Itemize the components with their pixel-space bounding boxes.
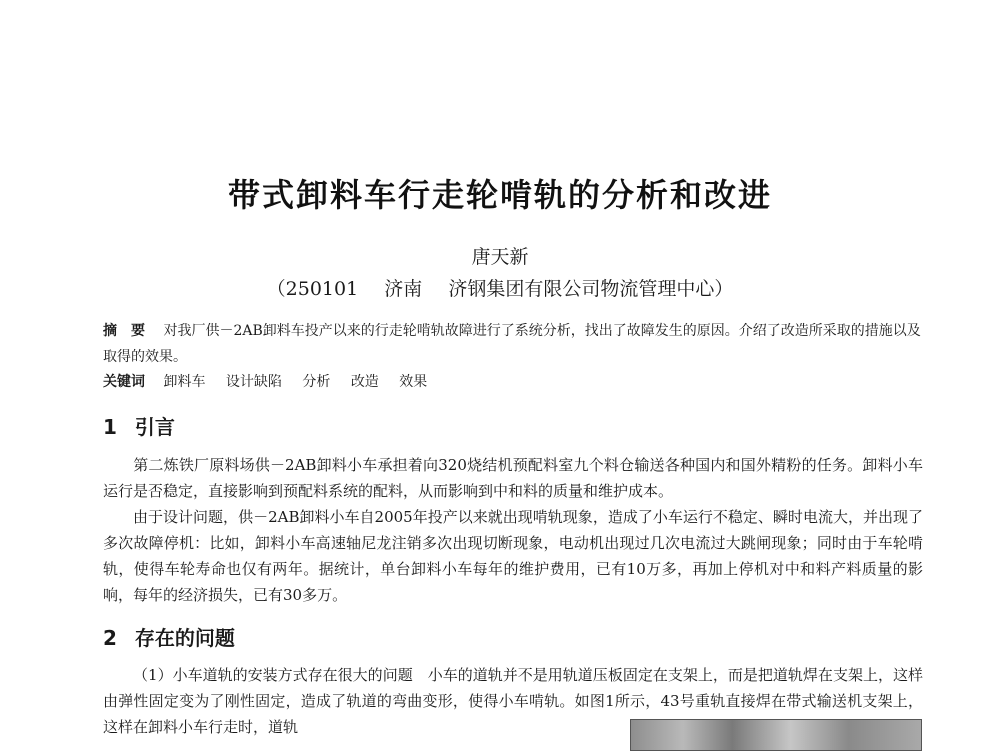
paragraph: （1）小车道轨的安装方式存在很大的问题 小车的道轨并不是用轨道压板固定在支架上，而是把道轨焊在支架上，这样由弹性固定变为了刚性固定，造成了轨道的弯曲变形，使得小车啃轨。如图1所示，43号重轨直接焊在带式输送机支架上，这样在卸料小车行走时，道轨 [103,666,923,736]
section-number: 2 [103,626,117,650]
keyword: 效果 [399,374,428,390]
keywords [103,370,923,394]
affiliation-org: 济钢集团有限公司物流管理中心） [448,278,734,300]
paragraph: 第二炼铁厂原料场供－2AB卸料小车承担着向320烧结机预配料室九个料仓输送各种国内和国外精粉的任务。卸料小车运行是否稳定，直接影响到预配料系统的配料，从而影响到中和料的质量和维护成本。 [103,456,923,500]
keyword: 设计缺陷 [225,374,282,390]
paragraph: 由于设计问题，供－2AB卸料小车自2005年投产以来就出现啃轨现象，造成了小车运行不稳定、瞬时电流大，并出现了多次故障停机：比如，卸料小车高速轴尼龙注销多次出现切断现象，电动机出现过几次电流过大跳闸现象；同时由于车轮啃轨，使得车轮寿命也仅有两年。据统计，单台卸料小车每年的维护费用，已有10万多，再加上停机对中和料产料质量的影响，每年的经济损失，已有30多万。 [103,508,923,604]
section-title: 存在的问题 [134,626,235,650]
abstract-text: 对我厂供－2AB卸料车投产以来的行走轮啃轨故障进行了系统分析，找出了故障发生的原因。介绍了改造所采取的措施以及取得的效果。 [103,323,921,365]
author-name: 唐天新 [471,246,529,268]
keyword: 卸料车 [163,374,206,390]
affiliation-city: 济南 [384,278,423,300]
section-title: 引言 [134,415,175,439]
keywords-label: 关键词 [103,374,145,390]
affiliation-postcode: （250101 [266,278,359,300]
figure-1-image [630,719,922,751]
affiliation [0,274,1000,301]
keyword: 分析 [302,374,331,390]
section-number: 1 [103,415,117,439]
paper-title: 带式卸料车行走轮啃轨的分析和改进 [227,176,772,214]
abstract-label: 摘 要 [103,323,145,339]
abstract [103,318,923,370]
keyword: 改造 [350,374,379,390]
section-heading-problems [103,622,235,651]
section-heading-intro [103,411,175,440]
